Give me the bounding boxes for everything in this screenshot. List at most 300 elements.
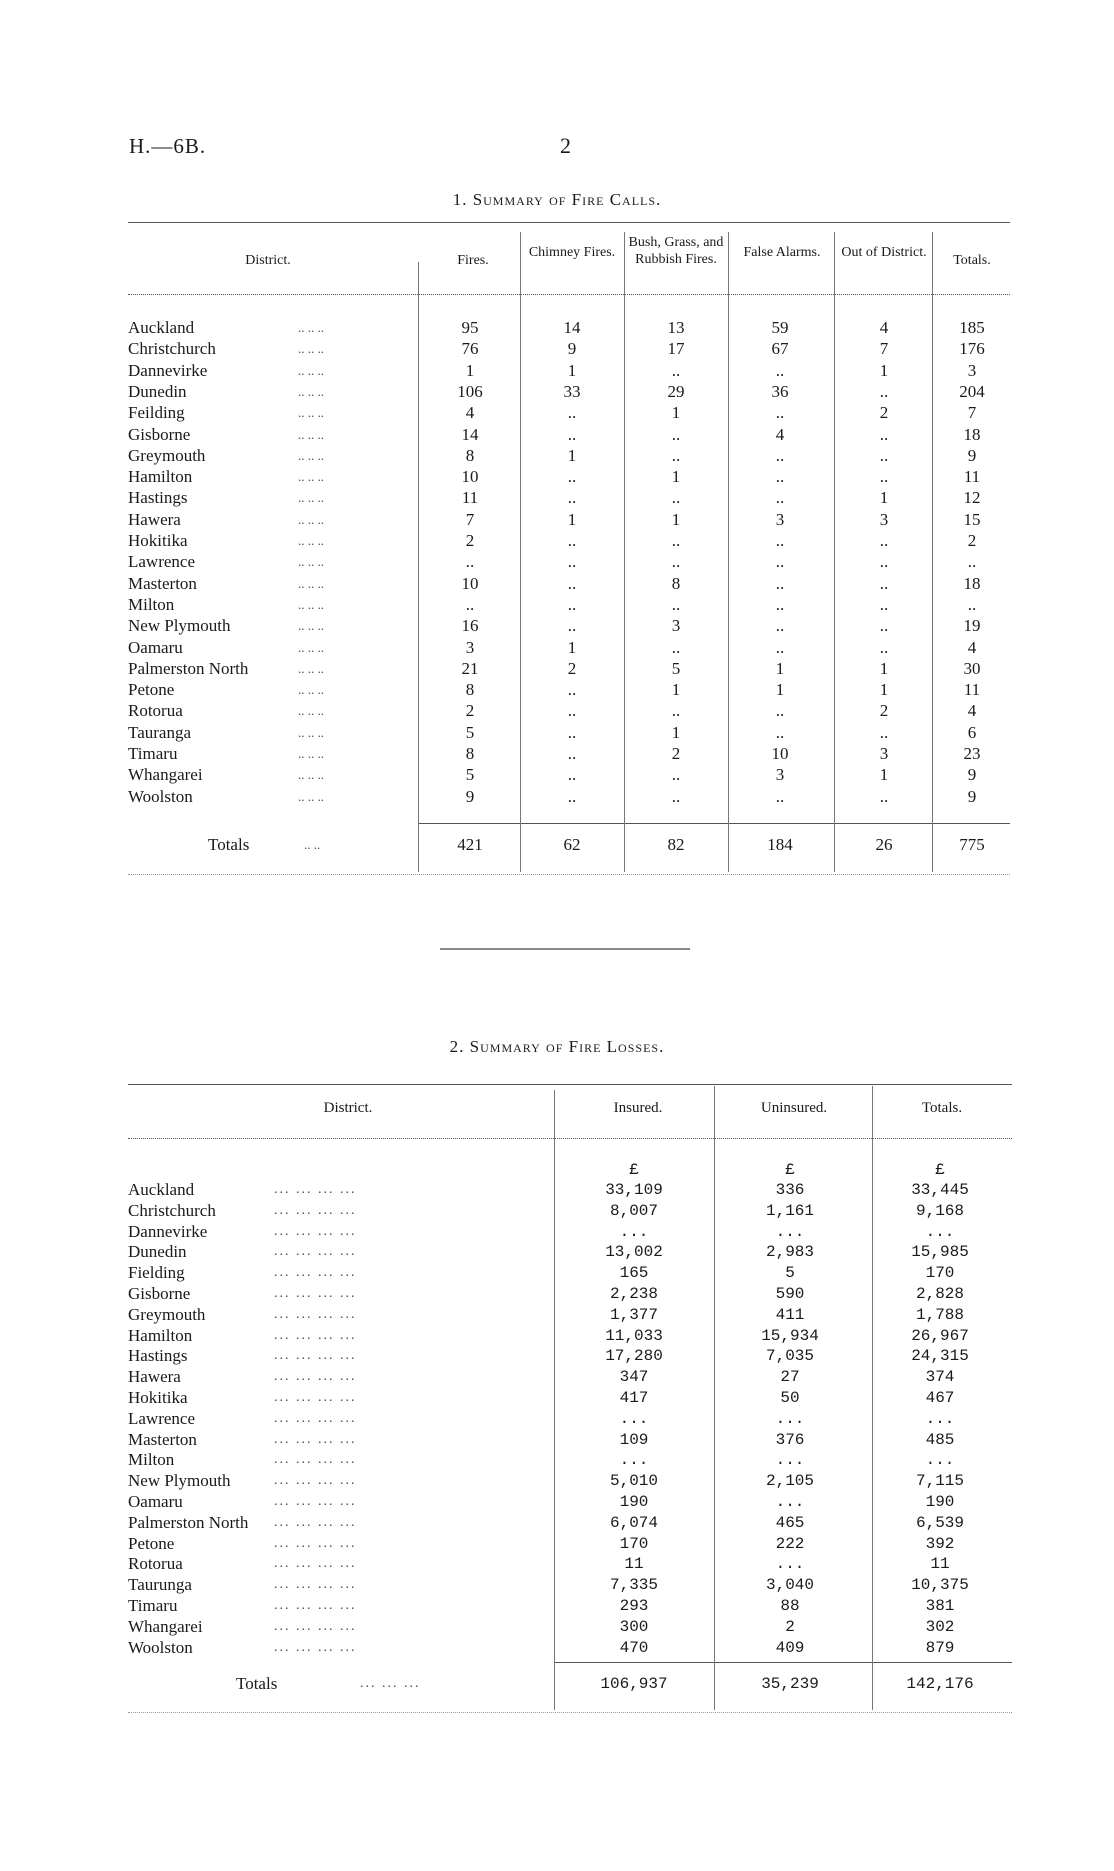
district-name: Taurunga bbox=[128, 1575, 192, 1595]
cell-out: 1 bbox=[879, 658, 889, 678]
dot-leader: ... ... ... ... bbox=[274, 1556, 357, 1572]
total-chimney: 62 bbox=[563, 835, 581, 854]
district-name: Fielding bbox=[128, 1263, 185, 1283]
cell-uninsured: ... bbox=[775, 1222, 805, 1241]
cell-total: 485 bbox=[925, 1430, 955, 1449]
cell-total: 4 bbox=[967, 701, 977, 721]
document-code: H.—6B. bbox=[129, 134, 207, 158]
table2-title: 2. Summary of Fire Losses. bbox=[449, 1037, 665, 1056]
table-row bbox=[128, 487, 1010, 508]
cell-out: .. bbox=[879, 531, 889, 550]
table1-totals-rule bbox=[418, 823, 1010, 824]
cell-bush: 1 bbox=[671, 403, 681, 423]
dot-leader: ... ... ... ... bbox=[274, 1431, 357, 1447]
table-row bbox=[128, 1367, 1012, 1387]
district-name: Oamaru bbox=[128, 1492, 183, 1511]
cell-insured: 347 bbox=[619, 1368, 649, 1387]
cell-insured: 293 bbox=[619, 1597, 649, 1615]
district-name: Palmerston North bbox=[128, 658, 249, 678]
table-row bbox=[128, 1222, 1012, 1242]
cell-total: 176 bbox=[959, 339, 985, 359]
district-name: Petone bbox=[128, 1533, 175, 1553]
dot-leader: .. .. .. bbox=[298, 511, 324, 527]
cell-total: 6 bbox=[967, 722, 977, 742]
cell-fires: 2 bbox=[465, 701, 475, 721]
cell-total: 381 bbox=[925, 1597, 955, 1615]
dot-leader: ... ... ... ... bbox=[274, 1327, 357, 1343]
cell-uninsured: 3,040 bbox=[765, 1576, 814, 1595]
cell-chimney: 14 bbox=[563, 318, 581, 337]
district-name: Masterton bbox=[128, 573, 197, 593]
table-row bbox=[128, 637, 1010, 658]
cell-total: 11 bbox=[963, 680, 981, 700]
cell-fires: 4 bbox=[465, 403, 475, 423]
table1-header-bush: Bush, Grass, and Rubbish Fires. bbox=[628, 235, 724, 267]
district-name: Hastings bbox=[128, 1346, 188, 1366]
dot-leader: .. .. .. bbox=[298, 554, 324, 570]
cell-bush: 1 bbox=[671, 509, 681, 529]
table1-top-rule bbox=[128, 222, 1010, 223]
total-fires: 421 bbox=[457, 835, 483, 854]
cell-uninsured: 7,035 bbox=[765, 1347, 814, 1366]
cell-total: .. bbox=[967, 552, 977, 572]
cell-total: 10,375 bbox=[911, 1576, 969, 1595]
cell-chimney: .. bbox=[567, 573, 577, 593]
dot-leader: .. .. .. bbox=[298, 533, 324, 548]
cell-total: 11 bbox=[963, 467, 981, 487]
table-row bbox=[128, 381, 1010, 402]
table-row bbox=[128, 1326, 1012, 1346]
table-row bbox=[128, 1180, 1012, 1200]
cell-uninsured: 1,161 bbox=[765, 1201, 814, 1220]
district-name: Hamilton bbox=[128, 1325, 193, 1345]
total-insured: 106,937 bbox=[600, 1675, 668, 1693]
table-row bbox=[128, 615, 1010, 636]
cell-out: .. bbox=[879, 594, 889, 614]
cell-fires: .. bbox=[465, 552, 475, 572]
dot-leader: .. .. .. bbox=[298, 703, 324, 719]
table2-header-totals: Totals. bbox=[921, 1100, 963, 1116]
table-row bbox=[128, 1409, 1012, 1429]
cell-insured: 6,074 bbox=[609, 1513, 658, 1532]
district-name: Feilding bbox=[128, 403, 185, 423]
cell-insured: 33,109 bbox=[605, 1181, 663, 1199]
dot-leader: .. .. .. bbox=[298, 746, 324, 761]
cell-insured: ... bbox=[619, 1222, 649, 1241]
district-name: Hamilton bbox=[128, 467, 193, 487]
cell-bush: .. bbox=[671, 488, 681, 508]
district-name: Whangarei bbox=[128, 1616, 203, 1636]
cell-bush: 5 bbox=[671, 658, 681, 678]
dot-leader: .. .. .. bbox=[298, 426, 324, 442]
cell-insured: 470 bbox=[619, 1638, 649, 1657]
district-name: Timaru bbox=[128, 1596, 178, 1615]
cell-chimney: .. bbox=[567, 403, 577, 423]
cell-total: 4 bbox=[967, 637, 977, 657]
cell-false: .. bbox=[775, 573, 785, 593]
cell-false: 10 bbox=[771, 744, 789, 763]
currency-symbol: £ bbox=[935, 1161, 945, 1179]
table-row bbox=[128, 1617, 1012, 1637]
dot-leader: .. .. .. bbox=[298, 490, 324, 506]
cell-total: 170 bbox=[925, 1264, 955, 1283]
cell-fires: 8 bbox=[465, 445, 475, 465]
cell-out: .. bbox=[879, 445, 889, 465]
dot-leader: ... ... ... ... bbox=[274, 1577, 357, 1593]
cell-bush: .. bbox=[671, 594, 681, 614]
table-row bbox=[128, 445, 1010, 466]
section-separator bbox=[440, 948, 690, 950]
cell-chimney: .. bbox=[567, 765, 577, 785]
cell-total: ... bbox=[925, 1451, 955, 1470]
totals-row bbox=[128, 834, 1010, 855]
cell-false: 1 bbox=[775, 658, 785, 678]
table2-bottom-rule bbox=[128, 1712, 1012, 1713]
district-name: Gisborne bbox=[128, 1284, 191, 1303]
cell-chimney: 1 bbox=[567, 360, 577, 380]
page-number: 2 bbox=[560, 133, 571, 158]
district-name: Dunedin bbox=[128, 381, 187, 401]
cell-chimney: 33 bbox=[563, 381, 581, 401]
cell-false: .. bbox=[775, 786, 785, 806]
cell-bush: 17 bbox=[667, 339, 685, 359]
district-name: Rotorua bbox=[128, 701, 183, 721]
district-name: Petone bbox=[128, 680, 175, 700]
cell-uninsured: ... bbox=[775, 1493, 805, 1511]
cell-fires: 16 bbox=[461, 616, 479, 636]
dot-leader: ... ... ... ... bbox=[274, 1639, 357, 1655]
currency-symbol: £ bbox=[629, 1161, 639, 1179]
totals-row bbox=[128, 1674, 1012, 1694]
cell-out: 2 bbox=[879, 701, 889, 721]
cell-total: .. bbox=[967, 594, 977, 614]
cell-chimney: .. bbox=[567, 616, 577, 636]
cell-false: .. bbox=[775, 403, 785, 423]
cell-total: 190 bbox=[925, 1493, 955, 1511]
table-row bbox=[128, 764, 1010, 785]
cell-out: .. bbox=[879, 552, 889, 572]
cell-total: 9 bbox=[967, 445, 977, 465]
table1-header-false-alarms: False Alarms. bbox=[743, 245, 821, 260]
cell-uninsured: 50 bbox=[780, 1389, 800, 1407]
cell-false: .. bbox=[775, 594, 785, 614]
district-name: Auckland bbox=[128, 318, 195, 337]
cell-total: 12 bbox=[963, 488, 981, 508]
cell-false: .. bbox=[775, 360, 785, 380]
cell-total: 374 bbox=[925, 1368, 955, 1387]
cell-chimney: .. bbox=[567, 467, 577, 487]
currency-row bbox=[128, 1160, 1012, 1180]
cell-out: .. bbox=[879, 381, 889, 401]
cell-total: 7 bbox=[967, 403, 977, 423]
table-row bbox=[128, 424, 1010, 445]
table1-header-rule bbox=[128, 294, 1010, 295]
cell-bush: 13 bbox=[667, 318, 685, 337]
cell-uninsured: 5 bbox=[785, 1264, 795, 1283]
cell-chimney: 1 bbox=[567, 509, 577, 529]
cell-insured: ... bbox=[619, 1451, 649, 1470]
cell-out: .. bbox=[879, 573, 889, 593]
table-row bbox=[128, 317, 1010, 338]
table-row bbox=[128, 1596, 1012, 1616]
table-row bbox=[128, 338, 1010, 359]
cell-insured: 1,377 bbox=[609, 1305, 658, 1324]
cell-total: 23 bbox=[963, 744, 981, 763]
cell-uninsured: 27 bbox=[780, 1368, 800, 1387]
fire-calls-table bbox=[128, 222, 1010, 874]
cell-chimney: 2 bbox=[567, 658, 577, 678]
cell-total: 30 bbox=[963, 658, 981, 678]
cell-bush: 1 bbox=[671, 722, 681, 742]
cell-false: .. bbox=[775, 637, 785, 657]
cell-false: .. bbox=[775, 552, 785, 572]
cell-total: 33,445 bbox=[911, 1181, 969, 1199]
cell-insured: 190 bbox=[619, 1493, 649, 1511]
cell-total: ... bbox=[925, 1222, 955, 1241]
district-name: Hastings bbox=[128, 488, 188, 508]
dot-leader: .. .. .. bbox=[298, 767, 324, 783]
cell-total: 18 bbox=[963, 424, 981, 444]
district-name: Rotorua bbox=[128, 1554, 183, 1574]
cell-total: 3 bbox=[967, 360, 977, 380]
dot-leader: ... ... ... ... bbox=[274, 1182, 357, 1197]
cell-insured: 165 bbox=[619, 1264, 649, 1283]
dot-leader: ... ... ... ... bbox=[274, 1286, 357, 1301]
district-name: Whangarei bbox=[128, 765, 203, 785]
cell-uninsured: 411 bbox=[775, 1305, 805, 1324]
cell-false: .. bbox=[775, 445, 785, 465]
table-row bbox=[128, 1513, 1012, 1533]
cell-total: 392 bbox=[925, 1534, 955, 1553]
cell-total: 24,315 bbox=[911, 1347, 969, 1366]
table-row bbox=[128, 786, 1010, 807]
cell-false: .. bbox=[775, 616, 785, 636]
cell-insured: 2,238 bbox=[609, 1285, 658, 1303]
cell-uninsured: 336 bbox=[775, 1181, 805, 1199]
district-name: Timaru bbox=[128, 744, 178, 763]
dot-leader: .. .. .. bbox=[298, 383, 324, 399]
table-row bbox=[128, 551, 1010, 572]
cell-chimney: .. bbox=[567, 552, 577, 572]
table-row bbox=[128, 700, 1010, 721]
cell-false: .. bbox=[775, 488, 785, 508]
cell-fires: 21 bbox=[461, 658, 479, 678]
cell-out: .. bbox=[879, 786, 889, 806]
cell-total: 7,115 bbox=[915, 1472, 964, 1491]
cell-insured: 8,007 bbox=[609, 1201, 658, 1220]
district-name: Woolston bbox=[128, 1637, 193, 1657]
district-name: Christchurch bbox=[128, 339, 216, 359]
table1-header-chimney: Chimney Fires. bbox=[528, 245, 616, 260]
cell-fires: 9 bbox=[465, 786, 475, 806]
cell-fires: 14 bbox=[461, 424, 479, 444]
cell-false: 3 bbox=[775, 509, 785, 529]
dot-leader: ... ... ... ... bbox=[274, 1598, 357, 1613]
cell-fires: 5 bbox=[465, 765, 475, 785]
dot-leader: ... ... ... ... bbox=[274, 1306, 357, 1322]
cell-insured: 5,010 bbox=[609, 1472, 658, 1491]
district-name: New Plymouth bbox=[128, 616, 231, 636]
cell-insured: 11 bbox=[624, 1555, 644, 1574]
cell-fires: 1 bbox=[465, 360, 475, 380]
cell-false: 36 bbox=[771, 381, 789, 401]
total-total: 775 bbox=[959, 835, 985, 854]
table2-header-rule bbox=[128, 1138, 1012, 1139]
dot-leader: ... ... ... ... bbox=[274, 1514, 357, 1530]
table-row bbox=[128, 360, 1010, 381]
cell-out: 1 bbox=[879, 360, 889, 380]
cell-out: .. bbox=[879, 424, 889, 444]
cell-false: 3 bbox=[775, 765, 785, 785]
cell-insured: ... bbox=[619, 1409, 649, 1428]
cell-total: ... bbox=[925, 1409, 955, 1428]
district-name: Hokitika bbox=[128, 531, 188, 550]
cell-chimney: 1 bbox=[567, 637, 577, 657]
cell-uninsured: ... bbox=[775, 1555, 805, 1574]
cell-insured: 17,280 bbox=[605, 1347, 663, 1366]
table2-totals-rule bbox=[554, 1662, 1012, 1663]
cell-insured: 300 bbox=[619, 1617, 649, 1636]
cell-bush: 8 bbox=[671, 573, 681, 593]
cell-insured: 170 bbox=[619, 1534, 649, 1553]
cell-uninsured: 376 bbox=[775, 1430, 805, 1449]
district-name: Oamaru bbox=[128, 637, 183, 657]
cell-uninsured: ... bbox=[775, 1451, 805, 1470]
cell-insured: 109 bbox=[619, 1430, 649, 1449]
table-row bbox=[128, 573, 1010, 594]
cell-out: 1 bbox=[879, 488, 889, 508]
cell-total: 6,539 bbox=[915, 1513, 964, 1532]
total-false: 184 bbox=[767, 835, 793, 854]
cell-insured: 13,002 bbox=[605, 1243, 663, 1262]
table-row bbox=[128, 1242, 1012, 1262]
district-name: Hawera bbox=[128, 1367, 181, 1387]
cell-fires: 10 bbox=[461, 573, 479, 593]
cell-out: 1 bbox=[879, 680, 889, 700]
cell-chimney: .. bbox=[567, 531, 577, 550]
table-row bbox=[128, 402, 1010, 423]
currency-symbol: £ bbox=[785, 1161, 795, 1179]
dot-leader: .. .. .. bbox=[298, 596, 324, 612]
cell-chimney: .. bbox=[567, 744, 577, 763]
cell-bush: 1 bbox=[671, 680, 681, 700]
cell-out: 2 bbox=[879, 403, 889, 423]
table1-header-district: District. bbox=[245, 253, 291, 268]
table-row bbox=[128, 1450, 1012, 1470]
table-row bbox=[128, 594, 1010, 615]
total-out: 26 bbox=[875, 835, 893, 854]
cell-uninsured: 222 bbox=[775, 1534, 805, 1553]
district-name: Greymouth bbox=[128, 1304, 206, 1324]
dot-leader: .. .. .. bbox=[298, 575, 324, 591]
dot-leader: .. .. .. bbox=[298, 405, 324, 421]
cell-chimney: .. bbox=[567, 488, 577, 508]
cell-bush: .. bbox=[671, 552, 681, 572]
cell-chimney: 9 bbox=[567, 339, 577, 359]
cell-bush: 1 bbox=[671, 467, 681, 487]
table-row bbox=[128, 1430, 1012, 1450]
table1-bottom-rule bbox=[128, 874, 1010, 875]
cell-bush: 2 bbox=[671, 744, 681, 763]
district-name: Lawrence bbox=[128, 1408, 196, 1428]
cell-total: 2 bbox=[967, 531, 977, 550]
dot-leader: .. .. .. bbox=[298, 341, 324, 357]
cell-fires: 2 bbox=[465, 531, 475, 550]
district-name: Dunedin bbox=[128, 1242, 187, 1262]
total-uninsured: 35,239 bbox=[761, 1675, 819, 1693]
dot-leader: .. .. bbox=[304, 837, 321, 852]
cell-chimney: .. bbox=[567, 680, 577, 700]
table-row bbox=[128, 1554, 1012, 1574]
table-row bbox=[128, 1201, 1012, 1221]
cell-total: 879 bbox=[925, 1638, 955, 1657]
cell-false: .. bbox=[775, 531, 785, 550]
cell-total: 2,828 bbox=[915, 1285, 964, 1303]
cell-fires: 3 bbox=[465, 637, 475, 657]
district-name: Dannevirke bbox=[128, 1221, 208, 1241]
cell-uninsured: 15,934 bbox=[761, 1326, 819, 1345]
table1-title: 1. Summary of Fire Calls. bbox=[452, 190, 662, 209]
table-row bbox=[128, 1492, 1012, 1512]
cell-fires: 95 bbox=[461, 318, 479, 337]
table2-top-rule bbox=[128, 1084, 1012, 1085]
cell-total: 11 bbox=[930, 1555, 950, 1574]
cell-bush: .. bbox=[671, 701, 681, 721]
district-name: Tauranga bbox=[128, 722, 191, 742]
table-row bbox=[128, 1263, 1012, 1283]
dot-leader: .. .. .. bbox=[298, 682, 324, 698]
district-name: Greymouth bbox=[128, 445, 206, 465]
cell-bush: .. bbox=[671, 531, 681, 550]
cell-fires: 11 bbox=[461, 488, 479, 508]
cell-out: .. bbox=[879, 637, 889, 657]
cell-total: 18 bbox=[963, 573, 981, 593]
cell-out: 1 bbox=[879, 765, 889, 785]
cell-bush: .. bbox=[671, 786, 681, 806]
dot-leader: ... ... ... ... bbox=[274, 1535, 357, 1551]
table-row bbox=[128, 1284, 1012, 1304]
cell-bush: .. bbox=[671, 424, 681, 444]
dot-leader: ... ... ... ... bbox=[274, 1223, 357, 1239]
district-name: Hokitika bbox=[128, 1388, 188, 1407]
cell-chimney: 1 bbox=[567, 445, 577, 465]
totals-label: Totals bbox=[208, 835, 250, 854]
cell-total: 9 bbox=[967, 765, 977, 785]
totals-label: Totals bbox=[236, 1674, 278, 1693]
cell-chimney: .. bbox=[567, 594, 577, 614]
cell-false: .. bbox=[775, 467, 785, 487]
cell-uninsured: 409 bbox=[775, 1638, 805, 1657]
cell-uninsured: 590 bbox=[775, 1285, 805, 1303]
table-row bbox=[128, 658, 1010, 679]
cell-chimney: .. bbox=[567, 424, 577, 444]
dot-leader: ... ... ... ... bbox=[274, 1473, 357, 1489]
district-name: Milton bbox=[128, 594, 175, 614]
table1-header-out-of-district: Out of District. bbox=[841, 245, 927, 260]
district-name: Lawrence bbox=[128, 552, 196, 572]
cell-uninsured: 465 bbox=[775, 1513, 805, 1532]
dot-leader: .. .. .. bbox=[298, 320, 324, 335]
dot-leader: ... ... ... ... bbox=[274, 1618, 357, 1634]
cell-total: 185 bbox=[959, 318, 985, 337]
cell-bush: .. bbox=[671, 445, 681, 465]
cell-uninsured: 2 bbox=[785, 1617, 795, 1636]
total-total: 142,176 bbox=[906, 1675, 974, 1693]
table-row bbox=[128, 1388, 1012, 1408]
cell-false: 59 bbox=[771, 318, 789, 337]
cell-total: 15,985 bbox=[911, 1243, 969, 1262]
cell-fires: 8 bbox=[465, 680, 475, 700]
